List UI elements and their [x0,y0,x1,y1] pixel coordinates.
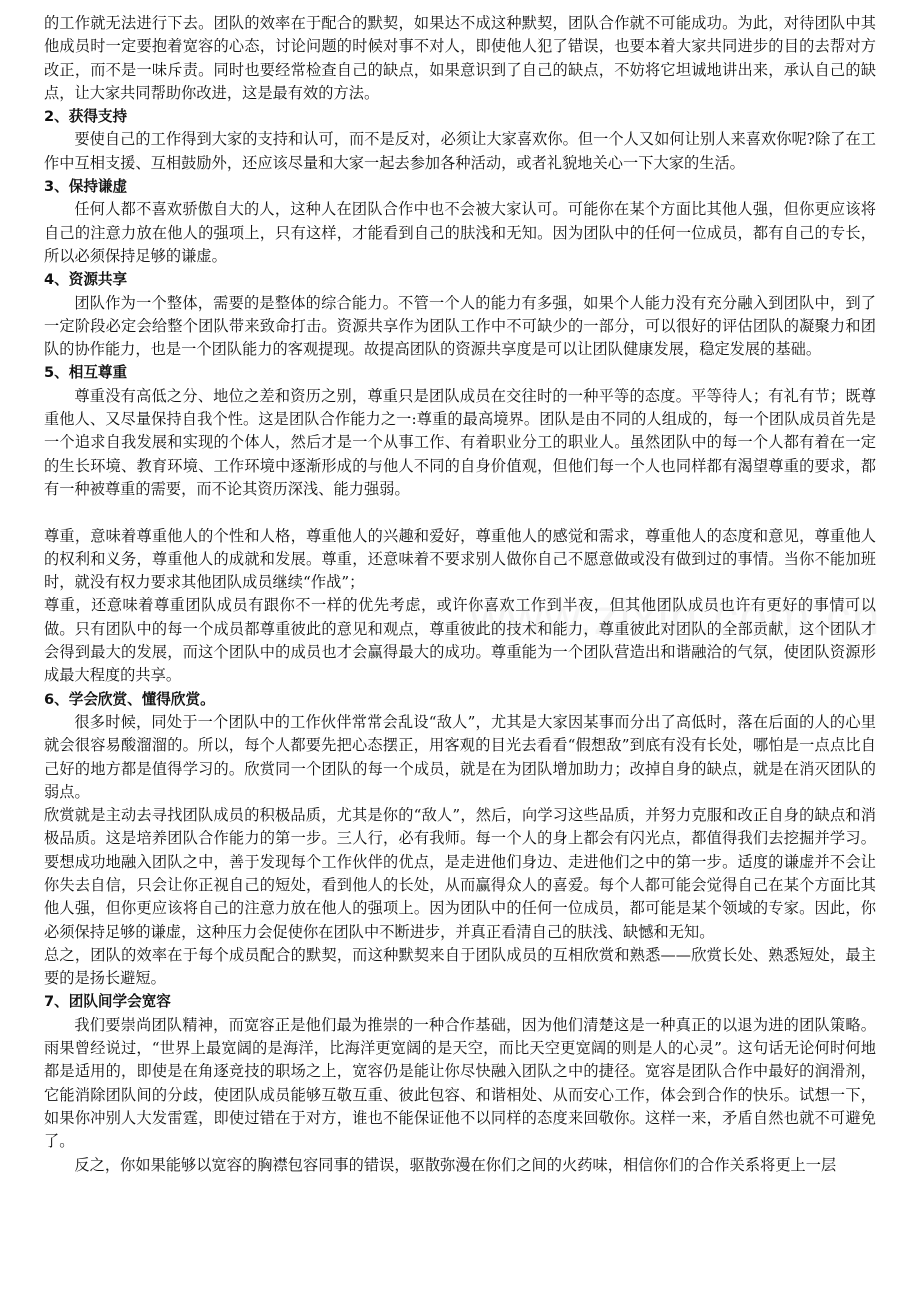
section-heading: 2、获得支持 [44,108,128,126]
section-heading: 4、资源共享 [44,271,128,289]
paragraph: 很多时候，同处于一个团队中的工作伙伴常常会乱设“敌人”，尤其是大家因某事而分出了高低时，落在后面的人的心里就会很容易酸溜溜的。所以，每个人都要先把心态摆正，用客观的目光去看看“假想敌”到底有没有长处，哪怕是一点点比自己好的地方都是值得学习的。欣赏同一个团队的每一个成员，就是在为团队增加助力；改掉自身的缺点，就是在消灭团队的弱点。 [44,712,876,801]
section-heading: 5、相互尊重 [44,364,128,382]
paragraph: 尊重，意味着尊重他人的个性和人格，尊重他人的兴趣和爱好，尊重他人的感觉和需求，尊重他人的态度和意见，尊重他人的权利和义务，尊重他人的成就和发展。尊重，还意味着不要求别人做你自己不愿意做或没有做到过的事情。当你不能加班时，就没有权力要求其他团队成员继续“作战”； [44,526,876,592]
section-heading: 3、保持谦虚 [44,178,128,196]
paragraph: 团队作为一个整体，需要的是整体的综合能力。不管一个人的能力有多强，如果个人能力没有充分融入到团队中，到了一定阶段必定会给整个团队带来致命打击。资源共享作为团队工作中不可缺少的一部分，可以很好的评估团队的凝聚力和团队的协作能力，也是一个团队能力的客观提现。故提高团队的资源共享度是可以让团队健康发展，稳定发展的基础。 [44,293,876,359]
section-heading: 7、团队间学会宽容 [44,993,171,1011]
document-page [44,12,876,1177]
paragraph: 总之，团队的效率在于每个成员配合的默契，而这种默契来自于团队成员的互相欣赏和熟悉——欣赏长处、熟悉短处，最主要的是扬长避短。 [44,945,876,988]
paragraph: 任何人都不喜欢骄傲自大的人，这种人在团队合作中也不会被大家认可。可能你在某个方面比其他人强，但你更应该将自己的注意力放在他人的强项上，只有这样，才能看到自己的肤浅和无知。因为团队中的任何一位成员，都有自己的专长，所以必须保持足够的谦虚。 [44,200,876,265]
paragraph: 欣赏就是主动去寻找团队成员的积极品质，尤其是你的“敌人”，然后，向学习这些品质，并努力克服和改正自身的缺点和消极品质。这是培养团队合作能力的第一步。三人行，必有我师。每一个人的身上都会有闪光点，都值得我们去挖掘并学习。要想成功地融入团队之中，善于发现每个工作伙伴的优点，是走进他们身边、走进他们之中的第一步。适度的谦虚并不会让你失去自信，只会让你正视自己的短处，看到他人的长处，从而赢得众人的喜爱。每个人都可能会觉得自己在某个方面比其他人强，但你更应该将自己的注意力放在他人的强项上。因为团队中的任何一位成员，都可能是某个领域的专家。因此，你必须保持足够的谦虚，这种压力会促使你在团队中不断进步，并真正看清自己的肤浅、缺憾和无知。 [44,806,876,941]
paragraph: 我们要崇尚团队精神，而宽容正是他们最为推崇的一种合作基础，因为他们清楚这是一种真正的以退为进的团队策略。雨果曾经说过，“世界上最宽阔的是海洋，比海洋更宽阔的是天空，而比天空更宽阔的则是人的心灵”。这句话无论何时何地都是适用的，即使是在角逐竞技的职场之上，宽容仍是能让你尽快融入团队之中的捷径。宽容是团队合作中最好的润滑剂，它能消除团队间的分歧，使团队成员能够互敬互重、彼此包容、和谐相处、从而安心工作，体会到合作的快乐。试想一下，如果你冲别人大发雷霆，即使过错在于对方，谁也不能保证他不以同样的态度来回敬你。这样一来，矛盾自然也就不可避免了。 [44,1015,876,1151]
paragraph: 的工作就无法进行下去。团队的效率在于配合的默契，如果达不成这种默契，团队合作就不可能成功。为此，对待团队中其他成员时一定要抱着宽容的心态，讨论问题的时候对事不对人，即使他人犯了错误，也要本着大家共同进步的目的去帮对方改正，而不是一味斥责。同时也要经常检查自己的缺点，如果意识到了自己的缺点，不妨将它坦诚地讲出来，承认自己的缺点，让大家共同帮助你改进，这是最有效的方法。 [44,14,876,102]
paragraph: 尊重没有高低之分、地位之差和资历之别，尊重只是团队成员在交往时的一种平等的态度。平等待人；有礼有节；既尊重他人、又尽量保持自我个性。这是团队合作能力之一:尊重的最高境界。团队是由不同的人组成的，每一个团队成员首先是一个追求自我发展和实现的个体人，然后才是一个从事工作、有着职业分工的职业人。虽然团队中的每一个人都有着在一定的生长环境、教育环境、工作环境中逐渐形成的与他人不同的自身价值观，但他们每一个人也同样都有渴望尊重的要求，都有一种被尊重的需要，而不论其资历深浅、能力强弱。 [44,386,876,498]
paragraph: 尊重，还意味着尊重团队成员有跟你不一样的优先考虑，或许你喜欢工作到半夜，但其他团队成员也许有更好的事情可以做。只有团队中的每一个成员都尊重彼此的意见和观点，尊重彼此的技术和能力，尊重彼此对团队的全部贡献，这个团队才会得到最大的发展，而这个团队中的成员也才会赢得最大的成功。尊重能为一个团队营造出和谐融洽的气氛，使团队资源形成最大程度的共享。 [44,596,876,685]
paragraph: 反之，你如果能够以宽容的胸襟包容同事的错误，驱散弥漫在你们之间的火药味，相信你们的合作关系将更上一层 [74,1155,837,1174]
section-heading: 6、学会欣赏、懂得欣赏。 [44,690,215,708]
blank-line [44,501,876,524]
paragraph: 要使自己的工作得到大家的支持和认可，而不是反对，必须让大家喜欢你。但一个人又如何让别人来喜欢你呢?除了在工作中互相支援、互相鼓励外，还应该尽量和大家一起去参加各种活动，或者礼貌地关心一下大家的生活。 [44,130,876,172]
